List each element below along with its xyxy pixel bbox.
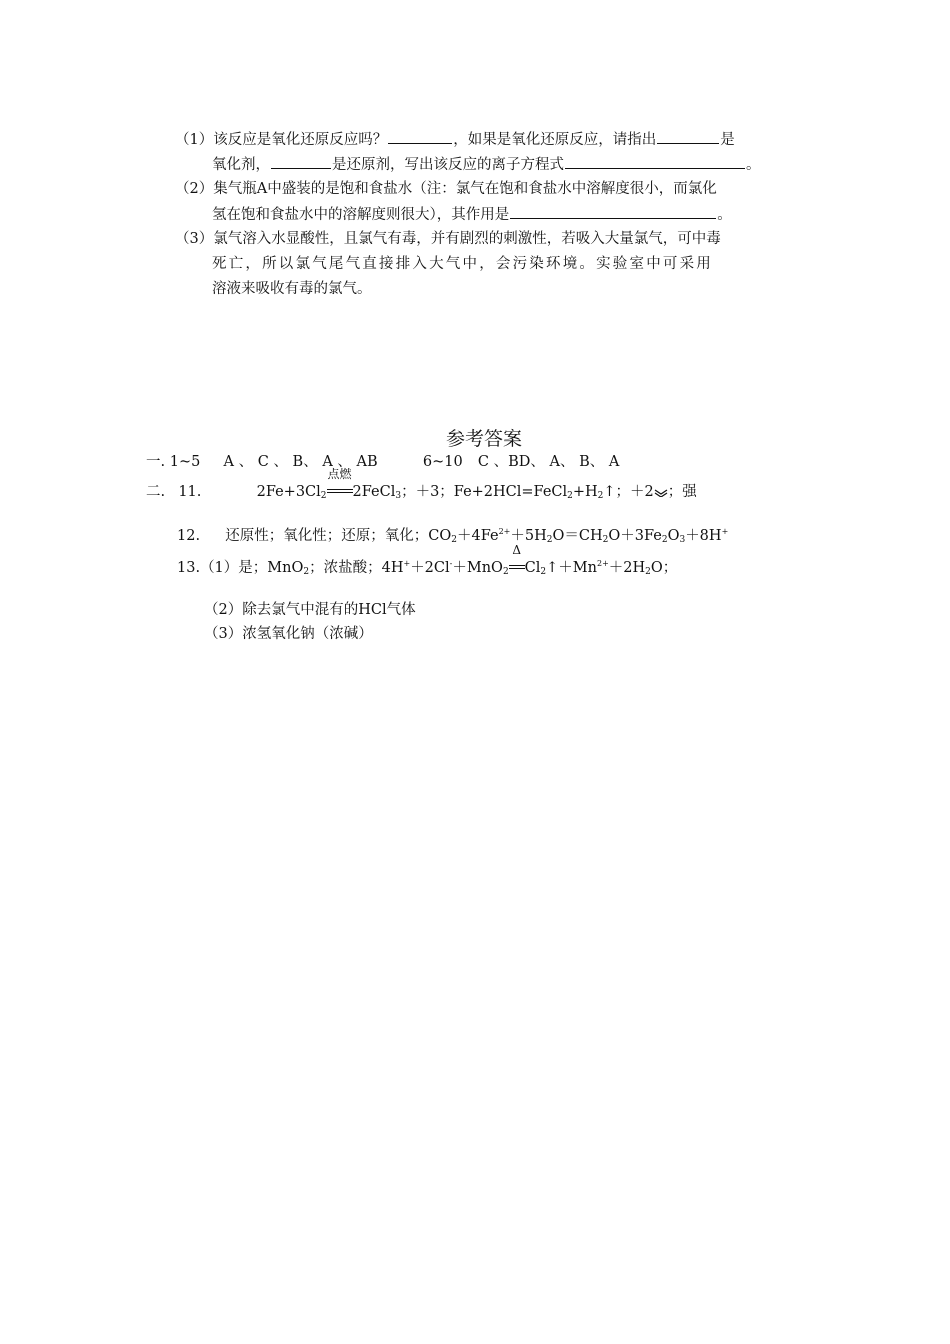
q13-line-2 <box>212 154 761 175</box>
blank-reductant[interactable] <box>271 154 331 169</box>
answers-q11: 二. 11. $2Fe+3Cl_2$ 点燃 2FeCl$_3$；＋3；$Fe+2HCl=FeCl_2+H_2↑$；＋2 ；强 <box>146 467 697 501</box>
equation-text: 还原性；氧化性；还原；氧化；CO <box>225 528 452 544</box>
q13-p1-text: ，如果是氧化还原反应，请指出 <box>453 132 657 148</box>
range-label: 6~10 <box>422 454 463 470</box>
equation-text: ↑；＋2 <box>603 484 654 500</box>
q13-p2-text: 。 <box>717 207 732 223</box>
q13-p2-text: （2）集气瓶A中盛装的是饱和食盐水（注：氯气在饱和食盐水中溶解度很小，而氯化 <box>175 181 717 197</box>
choice-answers: C 、BD、 A、 B、 A <box>477 454 620 470</box>
q13-line-7 <box>212 279 372 299</box>
q13-p1-text: （1）该反应是氧化还原反应吗？ <box>175 132 388 148</box>
equation-text: 2FeCl <box>352 484 396 500</box>
equation-text: （1）是；MnO <box>200 560 304 576</box>
q13-p3-text: 死亡，所以氯气尾气直接排入大气中，会污染环境。实验室中可采用 <box>212 256 713 272</box>
q13-p1-text: 氧化剂， <box>212 157 270 173</box>
q13-p1-text: 是还原剂，写出该反应的离子方程式 <box>332 157 564 173</box>
q13-line-5 <box>175 229 721 249</box>
answers-section-1 <box>146 452 619 472</box>
q13-line-1 <box>175 129 735 150</box>
q13-p2-text: 氢在饱和食盐水中的溶解度则很大），其作用是 <box>212 207 510 223</box>
equation-text: 2Fe+3Cl <box>256 484 321 500</box>
equation-text: +H <box>572 484 598 500</box>
blank-oxidant[interactable] <box>657 129 719 144</box>
blank-ionic-equation[interactable] <box>565 154 745 169</box>
q13-line-6 <box>212 254 713 274</box>
answers-q13-1: 13.（1）是；MnO$_2$；浓盐酸；4H+＋2Cl-＋MnO$_2$ Δ $Cl_2↑+Mn^{2+}+2H_2O$； <box>177 543 678 577</box>
range-label: 1~5 <box>169 454 201 470</box>
q13-p3-text: （3）氯气溶入水显酸性，且氯气有毒，并有剧烈的刺激性，若吸入大量氯气，可中毒 <box>175 231 721 247</box>
blank-redox[interactable] <box>388 129 452 144</box>
condition-ignite: 点燃 <box>327 467 352 481</box>
blank-purpose[interactable] <box>510 204 716 219</box>
question-number: 12. <box>177 528 201 544</box>
answers-q13-2: （2）除去氯气中混有的HCl气体 <box>204 602 416 618</box>
condition-heat: Δ <box>512 543 522 557</box>
equation-text: ；强 <box>667 484 697 500</box>
equals-sign <box>509 565 525 569</box>
answers-q13-3: （3）浓氢氧化钠（浓碱） <box>204 626 373 642</box>
question-number: 13. <box>177 560 201 576</box>
answers-title: 参考答案 <box>446 428 523 450</box>
reaction-condition <box>327 467 353 502</box>
q13-p3-text: 溶液来吸收有毒的氯气。 <box>212 281 372 297</box>
reaction-condition <box>509 543 525 578</box>
q13-p1-text: 。 <box>746 157 761 173</box>
q13-line-4 <box>212 204 732 225</box>
equation-text: ；＋3；Fe+2HCl=FeCl <box>401 484 568 500</box>
section-label: 二. <box>146 484 166 500</box>
q13-p1-text: 是 <box>720 132 735 148</box>
question-number: 11. <box>178 484 202 500</box>
answers-q12: 12. 还原性；氧化性；还原；氧化；$CO_2+4Fe^{2+}+5H_2O=CH_2O+3Fe_2O_3+8H^+$ <box>177 527 729 545</box>
chevron-down-icon <box>654 483 668 493</box>
section-label: 一. <box>146 454 166 470</box>
equals-sign <box>327 489 353 493</box>
q13-line-3 <box>175 179 717 199</box>
choice-answers: A 、 C 、 B、 A 、 AB <box>223 454 378 470</box>
